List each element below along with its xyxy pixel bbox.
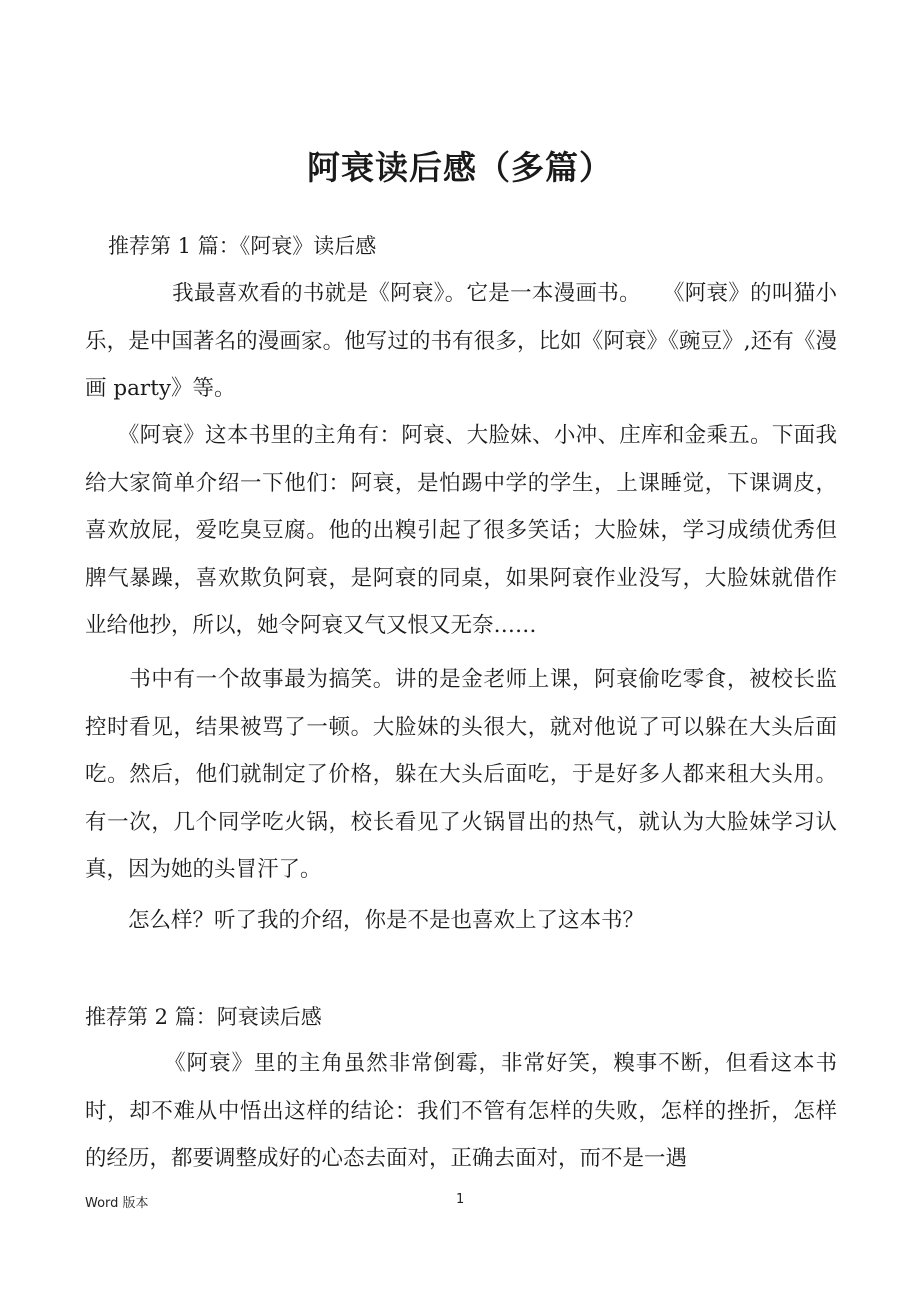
section-2-heading: 推荐第 2 篇：阿衰读后感	[85, 1005, 322, 1029]
section-1-heading: 推荐第 1 篇：《阿衰》读后感	[108, 234, 377, 258]
section-1-paragraph-3: 书中有一个故事最为搞笑。讲的是金老师上课，阿衰偷吃零食，被校长监控时看见，结果被骂了一顿。大脸妹的头很大，就对他说了可以躲在大头后面吃。然后，他们就制定了价格，躲在大头后面吃，于是好多人都来租大头用。有一次，几个同学吃火锅，校长看见了火锅冒出的热气，就认为大脸妹学习认真，因为她的头冒汗了。	[85, 667, 837, 882]
section-1-paragraph-2: 《阿衰》这本书里的主角有：阿衰、大脸妹、小冲、庄库和金乘五。下面我给大家简单介绍一下他们：阿衰，是怕踢中学的学生，上课睡觉，下课调皮，喜欢放屁，爱吃臭豆腐。他的出糗引起了很多笑话；大脸妹，学习成绩优秀但脾气暴躁，喜欢欺负阿衰，是阿衰的同桌，如果阿衰作业没写，大脸妹就借作业给他抄，所以，她令阿衰又气又恨又无奈……	[85, 423, 837, 638]
document-title: 阿衰读后感（多篇）	[307, 148, 613, 187]
section-2-paragraph-1: 《阿衰》里的主角虽然非常倒霉，非常好笑，糗事不断，但看这本书时，却不难从中悟出这样的结论：我们不管有怎样的失败，怎样的挫折，怎样的经历，都要调整成好的心态去面对，正确去面对，而不是一遇	[85, 1051, 837, 1171]
section-1-paragraph-4: 怎么样？听了我的介绍，你是不是也喜欢上了这本书？	[85, 908, 645, 933]
section-1-paragraph-1: 我最喜欢看的书就是《阿衰》。它是一本漫画书。 《阿衰》的叫猫小乐，是中国著名的漫画家。他写过的书有很多，比如《阿衰》《豌豆》,还有《漫画 party》等。	[85, 281, 837, 401]
footer-version-label: Word 版本	[85, 1196, 149, 1211]
footer-page-number: 1	[456, 1192, 465, 1207]
